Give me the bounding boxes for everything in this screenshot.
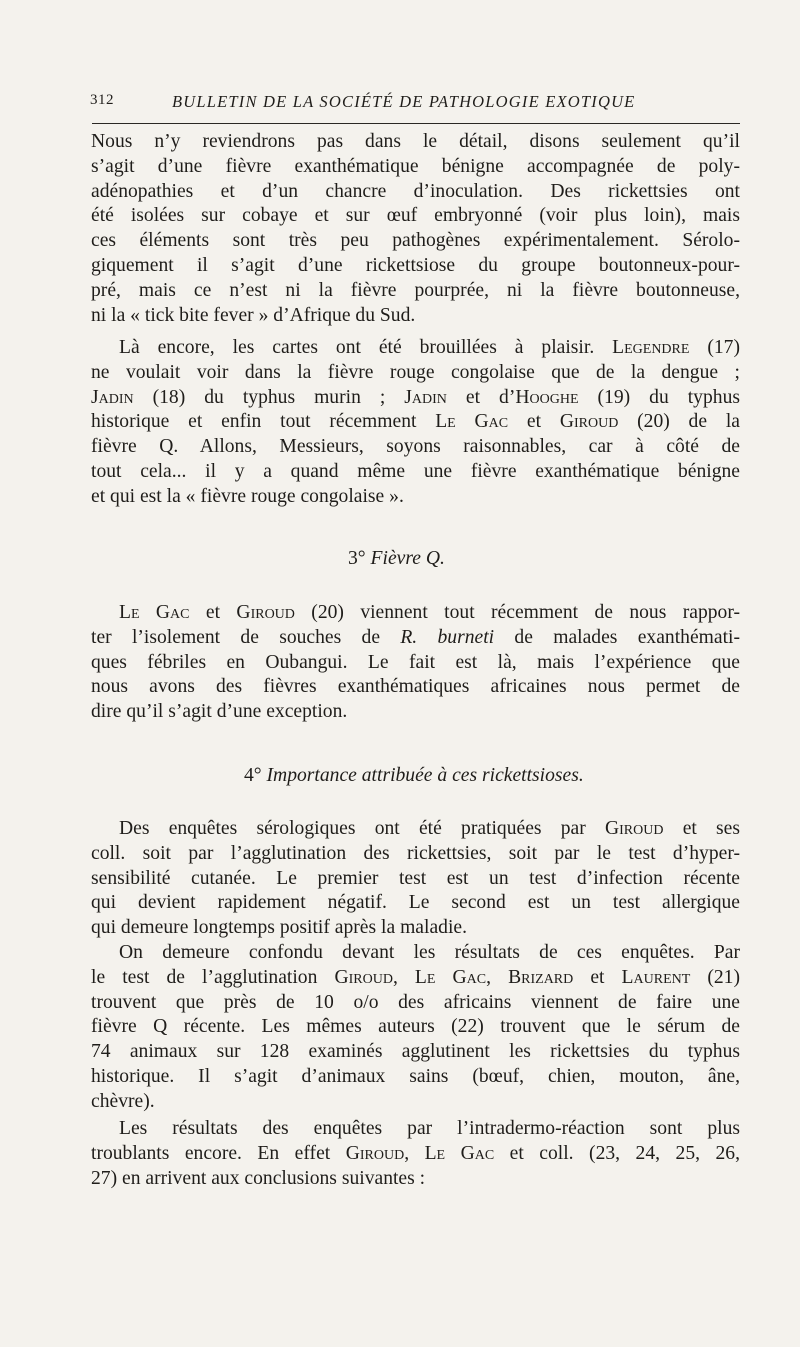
author-name: Laurent bbox=[621, 966, 691, 988]
section-heading-3: 3° Fièvre Q. bbox=[348, 548, 445, 569]
text-line: ter l’isolement de souches de R. burneti de malades exanthémati- bbox=[91, 626, 740, 648]
running-title: BULLETIN DE LA SOCIÉTÉ DE PATHOLOGIE EXOTIQUE bbox=[172, 92, 636, 111]
paragraph-1 bbox=[91, 130, 740, 328]
paragraph-6 bbox=[91, 1117, 740, 1191]
author-name: Jadin bbox=[404, 386, 447, 408]
text-line: On demeure confondu devant les résultats de ces enquêtes. Par bbox=[119, 942, 740, 963]
text-line: ques fébriles en Oubangui. Le fait est là, mais l’expérience que bbox=[91, 651, 740, 673]
text-line: s’agit d’une fièvre exanthématique bénigne accompagnée de poly- bbox=[91, 155, 740, 177]
author-name: Giroud bbox=[334, 966, 393, 988]
text-line: Nous n’y reviendrons pas dans le détail, disons seulement qu’il bbox=[91, 131, 740, 152]
text-line: sensibilité cutanée. Le premier test est un test d’infection récente bbox=[91, 867, 740, 889]
text-line: 74 animaux sur 128 examinés agglutinent les rickettsies du typhus bbox=[91, 1041, 740, 1063]
text-line: chèvre). bbox=[91, 1090, 155, 1112]
paragraph-4 bbox=[91, 817, 740, 941]
text-line: tout cela... il y a quand même une fièvre exanthématique bénigne bbox=[91, 460, 740, 482]
text-line: qui demeure longtemps positif après la maladie. bbox=[91, 917, 467, 939]
author-name: Brizard bbox=[508, 966, 574, 988]
paragraph-3 bbox=[91, 601, 740, 725]
section-heading-4: 4° Importance attribuée à ces rickettsioses. bbox=[244, 765, 584, 786]
text-line: Là encore, les cartes ont été brouillées à plaisir. Legendre (17) bbox=[119, 337, 741, 358]
text-line: ni la « tick bite fever » d’Afrique du Sud. bbox=[91, 304, 416, 326]
text-line: ces éléments sont très peu pathogènes expérimentalement. Sérolo- bbox=[91, 230, 740, 252]
page-number: 312 bbox=[90, 92, 114, 108]
text-line: coll. soit par l’agglutination des rickettsies, soit par le test d’hyper- bbox=[91, 842, 740, 864]
author-name: Giroud bbox=[236, 602, 295, 623]
text-line: historique et enfin tout récemment Le Gac et Giroud (20) de la bbox=[91, 411, 740, 433]
header-rule bbox=[92, 123, 740, 124]
text-line: Des enquêtes sérologiques ont été pratiquées par Giroud et ses bbox=[119, 818, 741, 839]
text-line: adénopathies et d’un chancre d’inoculation. Des rickettsies ont bbox=[91, 180, 740, 202]
text-line: et qui est la « fièvre rouge congolaise ». bbox=[91, 485, 404, 507]
page-header bbox=[90, 92, 740, 116]
text-line: Le Gac et Giroud (20) viennent tout récemment de nous rappor- bbox=[119, 602, 740, 623]
text-line: fièvre Q. Allons, Messieurs, soyons raisonnables, car à côté de bbox=[91, 436, 740, 458]
text-line: Jadin (18) du typhus murin ; Jadin et d’Hooghe (19) du typhus bbox=[91, 386, 740, 408]
author-name: Giroud bbox=[559, 411, 619, 433]
species-name: R. burneti bbox=[400, 626, 495, 648]
author-name: Giroud bbox=[345, 1142, 405, 1164]
author-name: Le Gac bbox=[414, 966, 487, 988]
text-line: ne voulait voir dans la fièvre rouge congolaise que de la dengue ; bbox=[91, 361, 740, 383]
author-name: Jadin bbox=[91, 386, 134, 408]
paragraph-2 bbox=[91, 336, 740, 510]
author-name: Le Gac bbox=[435, 411, 509, 433]
author-name: Legendre bbox=[612, 337, 690, 358]
text-line: pré, mais ce n’est ni la fièvre pourprée, ni la fièvre boutonneuse, bbox=[91, 279, 740, 301]
text-line: été isolées sur cobaye et sur œuf embryonné (voir plus loin), mais bbox=[91, 205, 740, 227]
text-line: qui devient rapidement négatif. Le second est un test allergique bbox=[91, 892, 740, 914]
text-line: giquement il s’agit d’une rickettsiose du groupe boutonneux-pour- bbox=[91, 254, 740, 276]
text-line: Les résultats des enquêtes par l’intradermo-réaction sont plus bbox=[119, 1118, 740, 1139]
text-line: le test de l’agglutination Giroud, Le Gac, Brizard et Laurent (21) bbox=[91, 966, 741, 988]
paragraph-5 bbox=[91, 941, 740, 1115]
text-line: 27) en arrivent aux conclusions suivantes : bbox=[91, 1167, 426, 1189]
text-line: troublants encore. En effet Giroud, Le Gac et coll. (23, 24, 25, 26, bbox=[91, 1142, 740, 1164]
text-line: dire qu’il s’agit d’une exception. bbox=[91, 701, 348, 723]
author-name: Giroud bbox=[605, 818, 664, 839]
author-name: Le Gac bbox=[424, 1142, 495, 1164]
author-name: Le Gac bbox=[119, 602, 190, 623]
text-line: historique. Il s’agit d’animaux sains (bœuf, chien, mouton, âne, bbox=[91, 1065, 740, 1087]
text-line: fièvre Q récente. Les mêmes auteurs (22) trouvent que le sérum de bbox=[91, 1016, 740, 1038]
text-line: nous avons des fièvres exanthématiques africaines nous permet de bbox=[91, 676, 740, 698]
text-line: trouvent que près de 10 o/o des africains viennent de faire une bbox=[91, 991, 740, 1013]
author-name: Hooghe bbox=[515, 386, 579, 408]
